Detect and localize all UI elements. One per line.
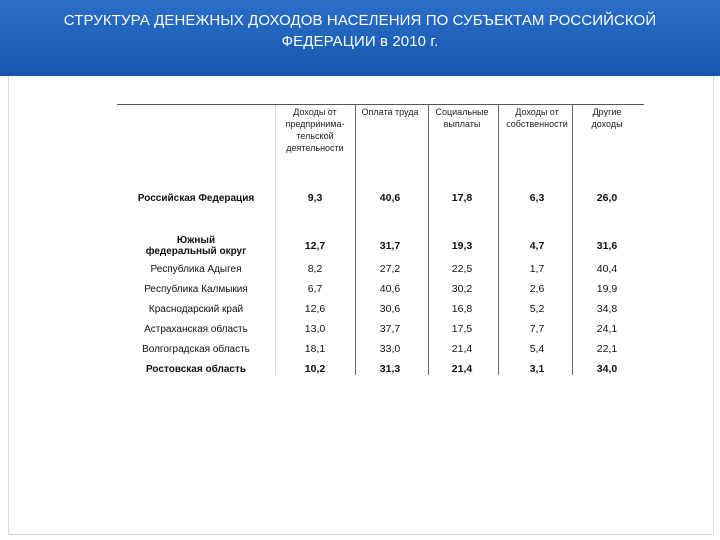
table-cell: 5,2 [529, 303, 545, 315]
table-cell: 17,5 [451, 323, 473, 335]
table-cell: 31,3 [379, 363, 401, 375]
table-cell: 18,1 [304, 343, 326, 355]
table-cell: 34,8 [596, 303, 618, 315]
table-cell: 3,1 [529, 363, 545, 375]
table-top-rule [117, 104, 644, 105]
table-cell: 6,7 [307, 283, 323, 295]
table-cell: 10,2 [304, 363, 326, 375]
table-cell: 40,4 [596, 263, 618, 275]
table-cell: 22,1 [596, 343, 618, 355]
table-cell: 5,4 [529, 343, 545, 355]
row-label: Волгоградская область [142, 343, 250, 355]
row-label: Ростовская область [145, 363, 247, 375]
page-title-line-1: СТРУКТУРА ДЕНЕЖНЫХ ДОХОДОВ НАСЕЛЕНИЯ ПО СУБЪЕКТАМ РОССИЙСКОЙ [63, 12, 657, 29]
row-label: Краснодарский край [148, 303, 244, 315]
row-label: Республика Калмыкия [144, 283, 248, 295]
table-cell: 13,0 [304, 323, 326, 335]
table-cell: 12,7 [304, 240, 326, 252]
column-header: Социальные выплаты [435, 107, 489, 129]
table-cell: 8,2 [307, 263, 323, 275]
table-cell: 30,6 [379, 303, 401, 315]
table-cell: 21,4 [451, 363, 473, 375]
row-label: Российская Федерация [137, 192, 255, 204]
column-header: Доходы от собственности [506, 107, 568, 129]
table-cell: 40,6 [379, 192, 401, 204]
table-cell: 31,7 [379, 240, 401, 252]
table-cell: 33,0 [379, 343, 401, 355]
table-cell: 24,1 [596, 323, 618, 335]
title-bar [0, 0, 720, 76]
table-cell: 19,3 [451, 240, 473, 252]
page-title-line-2: ФЕДЕРАЦИИ в 2010 г. [281, 33, 439, 50]
column-header: Доходы от предпринима- тельской деятельности [285, 107, 345, 153]
table-cell: 37,7 [379, 323, 401, 335]
column-header: Оплата труда [361, 107, 419, 117]
table-cell: 31,6 [596, 240, 618, 252]
table-cell: 19,9 [596, 283, 618, 295]
row-label: Астраханская область [144, 323, 248, 335]
column-separator [428, 105, 429, 375]
table-cell: 40,6 [379, 283, 401, 295]
column-separator [355, 105, 356, 375]
table-cell: 16,8 [451, 303, 473, 315]
column-separator [498, 105, 499, 375]
column-separator [572, 105, 573, 375]
table-cell: 22,5 [451, 263, 473, 275]
table-cell: 9,3 [307, 192, 323, 204]
table-cell: 17,8 [451, 192, 473, 204]
table-cell: 30,2 [451, 283, 473, 295]
table-cell: 7,7 [529, 323, 545, 335]
table-cell: 6,3 [529, 192, 545, 204]
table-cell: 21,4 [451, 343, 473, 355]
table-cell: 2,6 [529, 283, 545, 295]
row-label: Республика Адыгея [150, 263, 242, 275]
table-cell: 12,6 [304, 303, 326, 315]
column-header: Другие доходы [591, 107, 623, 129]
table-cell: 34,0 [596, 363, 618, 375]
row-label: Южный федеральный округ [145, 235, 247, 257]
table-cell: 27,2 [379, 263, 401, 275]
table-cell: 26,0 [596, 192, 618, 204]
table-cell: 4,7 [529, 240, 545, 252]
table-cell: 1,7 [529, 263, 545, 275]
